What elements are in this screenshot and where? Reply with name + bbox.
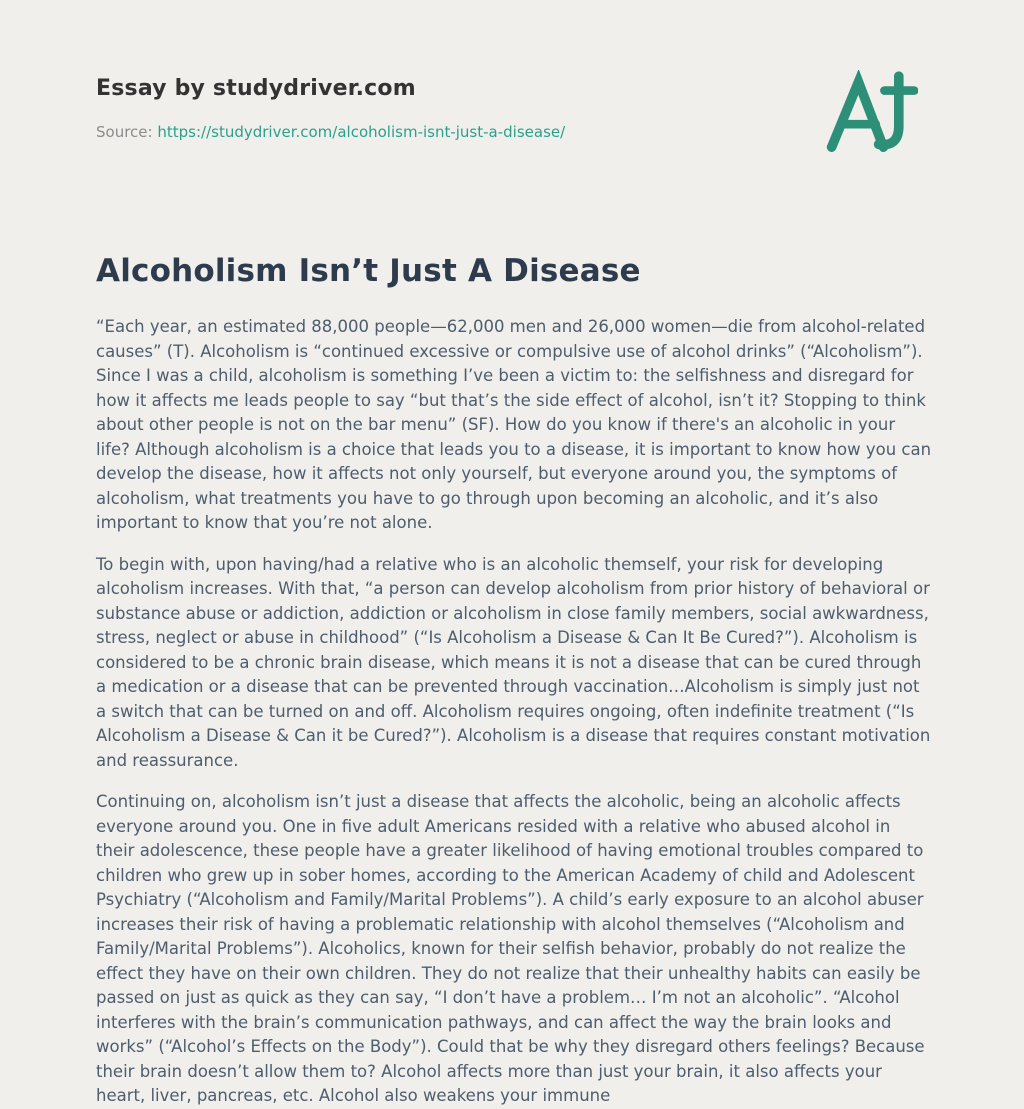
source-row	[96, 123, 928, 141]
studydriver-logo	[822, 70, 918, 162]
studydriver-a-logo-icon	[822, 70, 918, 162]
article-paragraph-3: Continuing on, alcoholism isn’t just a disease that affects the alcoholic, being an alcoholic affects everyone around you. One in five adult Americans resided with a relative who abused alcohol in their adolescence, these people have a greater likelihood of having emotional troubles compared to children who grew up in sober homes, according to the American Academy of child and Adolescent Psychiatry (“Alcoholism and Family/Marital Problems”). A child’s early exposure to an alcohol abuser increases their risk of having a problematic relationship with alcohol themselves (“Alcoholism and Family/Marital Problems”). Alcoholics, known for their selfish behavior, probably do not realize the effect they have on their own children. They do not realize that their unhealthy habits can easily be passed on just as quick as they can say, “I don’t have a problem… I’m not an alcoholic”. “Alcohol interferes with the brain’s communication pathways, and can affect the way the brain looks and works” (“Alcohol’s Effects on the Body”). Could that be why they disregard others feelings? Because their brain doesn’t allow them to? Alcohol affects more than just your brain, it also affects your heart, liver, pancreas, etc. Alcohol also weakens your immune	[96, 792, 925, 1105]
source-label: Source:	[96, 123, 153, 141]
article-paragraph-1: “Each year, an estimated 88,000 people—62,000 men and 26,000 women—die from alcohol-related causes” (T). Alcoholism is “continued excessive or compulsive use of alcohol drinks” (“Alcoholism”). Since I was a child, alcoholism is something I’ve been a victim to: the selfishness and disregard for how it affects me leads people to say “but that’s the side effect of alcohol, isn’t it? Stopping to think about other people is not on the bar menu” (SF). How do you know if there's an alcoholic in your life? Although alcoholism is a choice that leads you to a disease, it is important to know how you can develop the disease, how it affects not only yourself, but everyone around you, the symptoms of alcoholism, what treatments you have to go through upon becoming an alcoholic, and it’s also important to know that you’re not alone.	[96, 317, 932, 532]
essay-byline: Essay by studydriver.com	[96, 76, 416, 101]
article-title: Alcoholism Isn’t Just A Disease	[96, 253, 641, 289]
source-link[interactable]: https://studydriver.com/alcoholism-isnt-just-a-disease/	[157, 123, 566, 141]
article-paragraph-2: To begin with, upon having/had a relative who is an alcoholic themself, your risk for developing alcoholism increases. With that, “a person can develop alcoholism from prior history of behavioral or substance abuse or addiction, addiction or alcoholism in close family members, social awkwardness, stress, neglect or abuse in childhood” (“Is Alcoholism a Disease & Can It Be Cured?”). Alcoholism is considered to be a chronic brain disease, which means it is not a disease that can be cured through a medication or a disease that can be prevented through vaccination…Alcoholism is simply just not a switch that can be turned on and off. Alcoholism requires ongoing, often indefinite treatment (“Is Alcoholism a Disease & Can it be Cured?”). Alcoholism is a disease that requires constant motivation and reassurance.	[96, 554, 931, 770]
article-body	[96, 315, 932, 1109]
